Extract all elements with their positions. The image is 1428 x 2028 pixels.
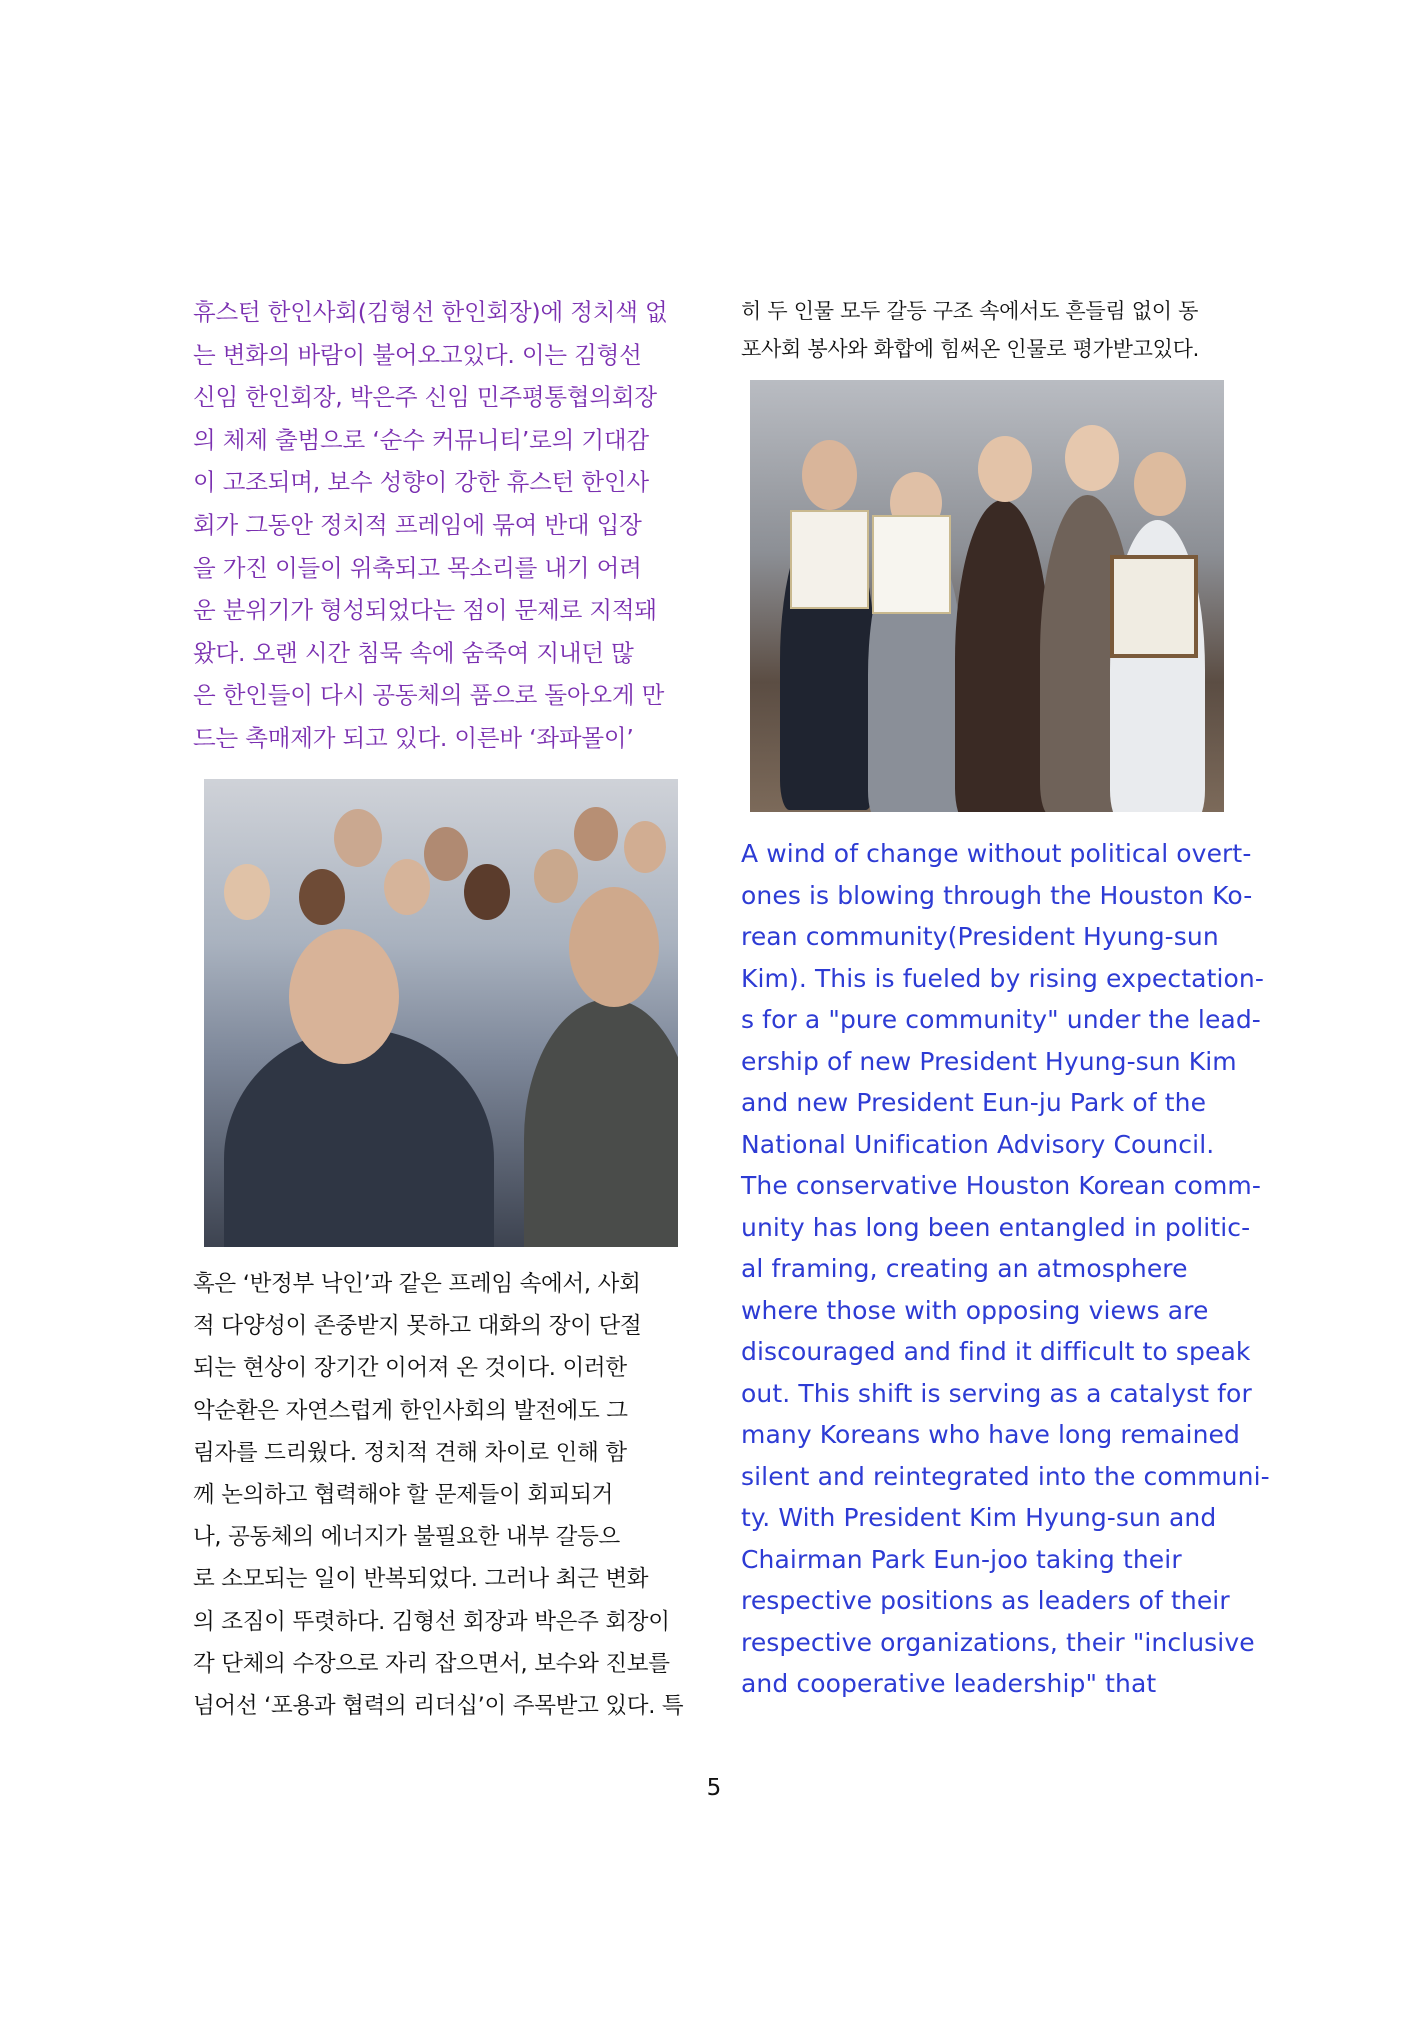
korean-intro-paragraph bbox=[193, 291, 685, 760]
korean-intro-line: 신임 한인회장, 박은주 신임 민주평통협의회장 bbox=[193, 383, 657, 412]
english-translation-line: s for a "pure community" under the lead- bbox=[741, 1005, 1261, 1034]
english-translation-line: ones is blowing through the Houston Ko- bbox=[741, 880, 1253, 910]
korean-intro-line: 운 분위기가 형성되었다는 점이 문제로 지적돼 bbox=[193, 596, 657, 625]
english-translation-line: respective positions as leaders of their bbox=[741, 1586, 1230, 1615]
korean-intro-line: 휴스턴 한인사회(김형선 한인회장)에 정치색 없 bbox=[193, 298, 668, 326]
korean-main-line: 각 단체의 수장으로 자리 잡으면서, 보수와 진보를 bbox=[193, 1650, 670, 1677]
korean-intro-line: 회가 그동안 정치적 프레임에 묶여 반대 입장 bbox=[193, 510, 642, 539]
english-translation-line: many Koreans who have long remained bbox=[741, 1420, 1240, 1449]
english-translation-line: where those with opposing views are bbox=[741, 1295, 1209, 1325]
korean-main-line: 넘어선 ‘포용과 협력의 리더십’이 주목받고 있다. 특 bbox=[193, 1693, 684, 1720]
english-translation-line: A wind of change without political overt- bbox=[741, 839, 1252, 868]
english-translation-line: Kim). This is fueled by rising expectation- bbox=[741, 963, 1264, 993]
english-translation-line: The conservative Houston Korean comm- bbox=[741, 1171, 1261, 1200]
english-translation-line: and new President Eun-ju Park of the bbox=[741, 1088, 1207, 1117]
korean-main-line: 악순환은 자연스럽게 한인사회의 발전에도 그 bbox=[193, 1397, 628, 1424]
english-translation-line: ty. With President Kim Hyung-sun and bbox=[741, 1503, 1217, 1532]
korean-main-line: 혹은 ‘반정부 낙인’과 같은 프레임 속에서, 사회 bbox=[193, 1271, 641, 1297]
english-translation-line: National Unification Advisory Council. bbox=[741, 1129, 1215, 1159]
korean-continuation-line: 포사회 봉사와 화합에 힘써온 인물로 평가받고있다. bbox=[741, 337, 1199, 361]
korean-intro-line: 을 가진 이들이 위축되고 목소리를 내기 어려 bbox=[193, 553, 642, 582]
english-translation-line: discouraged and find it difficult to speak bbox=[741, 1337, 1251, 1366]
korean-main-line: 되는 현상이 장기간 이어져 온 것이다. 이러한 bbox=[193, 1355, 627, 1382]
english-translation-line: ership of new President Hyung-sun Kim bbox=[741, 1046, 1237, 1076]
english-translation-line: rean community(President Hyung-sun bbox=[741, 922, 1219, 951]
english-translation-line: and cooperative leadership" that bbox=[741, 1669, 1157, 1698]
english-translation-line: silent and reintegrated into the communi- bbox=[741, 1461, 1270, 1491]
korean-intro-line: 이 고조되며, 보수 성향이 강한 휴스턴 한인사 bbox=[193, 468, 649, 497]
english-translation-line: out. This shift is serving as a catalyst for bbox=[741, 1378, 1252, 1408]
english-translation-line: Chairman Park Eun-joo taking their bbox=[741, 1544, 1182, 1574]
korean-intro-line: 의 체제 출범으로 ‘순수 커뮤니티’로의 기대감 bbox=[193, 425, 649, 454]
korean-main-line: 림자를 드리웠다. 정치적 견해 차이로 인해 함 bbox=[193, 1439, 627, 1466]
english-translation-line: unity has long been entangled in politic- bbox=[741, 1212, 1251, 1242]
photo-classroom-audience bbox=[204, 779, 678, 1247]
korean-main-paragraph bbox=[193, 1263, 693, 1727]
english-translation-paragraph bbox=[741, 833, 1270, 1705]
photo-women-holding-calligraphy bbox=[750, 380, 1224, 812]
korean-main-line: 께 논의하고 협력해야 할 문제들이 회피되거 bbox=[193, 1482, 614, 1509]
korean-intro-line: 왔다. 오랜 시간 침묵 속에 숨죽여 지내던 많 bbox=[193, 638, 634, 667]
english-translation-line: respective organizations, their "inclusive bbox=[741, 1627, 1255, 1657]
korean-intro-line: 은 한인들이 다시 공동체의 품으로 돌아오게 만 bbox=[193, 681, 665, 710]
korean-main-line: 로 소모되는 일이 반복되었다. 그러나 최근 변화 bbox=[193, 1566, 649, 1593]
korean-main-line: 나, 공동체의 에너지가 불필요한 내부 갈등으 bbox=[193, 1524, 620, 1551]
page-number: 5 bbox=[706, 1775, 722, 1801]
korean-continuation-paragraph bbox=[741, 292, 1241, 368]
korean-continuation-line: 히 두 인물 모두 갈등 구조 속에서도 흔들림 없이 동 bbox=[741, 299, 1199, 323]
korean-main-line: 의 조짐이 뚜렷하다. 김형선 회장과 박은주 회장이 bbox=[193, 1608, 670, 1635]
english-translation-line: al framing, creating an atmosphere bbox=[741, 1254, 1188, 1283]
korean-intro-line: 드는 촉매제가 되고 있다. 이른바 ‘좌파몰이’ bbox=[193, 723, 634, 752]
korean-intro-line: 는 변화의 바람이 불어오고있다. 이는 김형선 bbox=[193, 340, 642, 369]
korean-main-line: 적 다양성이 존중받지 못하고 대화의 장이 단절 bbox=[193, 1313, 642, 1340]
